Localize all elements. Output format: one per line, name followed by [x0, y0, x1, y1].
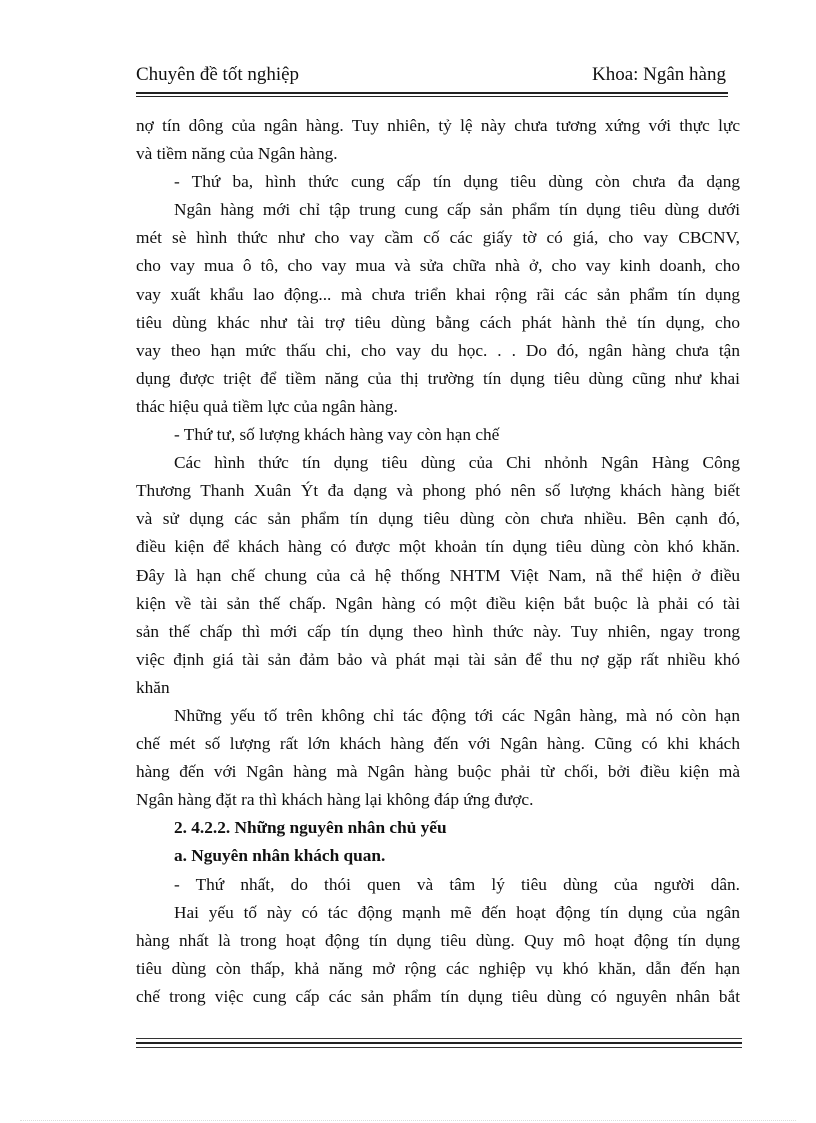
text-line: Những yếu tố trên không chỉ tác động tới các Ngân hàng, mà nó còn hạn [174, 705, 740, 725]
text-line: chế mét số lượng rất lớn khách hàng đến với Ngân hàng. Cũng có khi khách [136, 734, 740, 754]
list-item-fourth: - Thứ tư, số lượng khách hàng vay còn hạn chế [174, 425, 500, 445]
text-line: chế trong việc cung cấp các sản phẩm tín dụng tiêu dùng có nguyên nhân bắt [136, 986, 740, 1006]
text-line: sản thế chấp thì mới cấp tín dụng theo hình thức này. Tuy nhiên, ngay trong [136, 621, 740, 641]
text-line: tiêu dùng còn thấp, khả năng mở rộng các nghiệp vụ khó khăn, dẫn đến hạn [136, 958, 740, 978]
text-line: Ngân hàng đặt ra thì khách hàng lại không đáp ứng được. [136, 790, 534, 810]
list-item-first: - Thứ nhất, do thói quen và tâm lý tiêu dùng của người dân. [174, 874, 740, 894]
footer-divider-middle [136, 1042, 742, 1044]
text-line: vay xuất khẩu lao động... mà chưa triển khai rộng rãi các sản phẩm tín dụng [136, 284, 740, 304]
text-line: và sử dụng các sản phẩm tín dụng tiêu dùng còn chưa nhiều. Bên cạnh đó, [136, 509, 740, 529]
header-document-type: Chuyên đề tốt nghiệp [136, 64, 300, 85]
text-line: khăn [136, 677, 170, 697]
text-line: Hai yếu tố này có tác động mạnh mẽ đến hoạt động tín dụng của ngân [174, 902, 740, 922]
text-line: và tiềm năng của Ngân hàng. [136, 144, 338, 164]
text-line: Thương Thanh Xuân Ýt đa dạng và phong phó nên số lượng khách hàng biết [136, 481, 740, 501]
page-edge-dots [20, 1120, 796, 1121]
text-line: thác hiệu quả tiềm lực của ngân hàng. [136, 396, 398, 416]
text-line: nợ tín dông của ngân hàng. Tuy nhiên, tỷ lệ này chưa tương xứng với thực lực [136, 116, 740, 135]
text-line: vay theo hạn mức thấu chi, cho vay du học. . . Do đó, ngân hàng chưa tận [136, 340, 740, 360]
document-body [136, 112, 740, 1011]
page-header [136, 62, 728, 92]
text-line: tiêu dùng khác như tài trợ tiêu dùng bằng cách phát hành thẻ tín dụng, cho [136, 312, 740, 332]
text-line: Ngân hàng mới chỉ tập trung cung cấp sản phẩm tín dụng tiêu dùng dưới [174, 200, 740, 220]
footer-divider-top [136, 1038, 742, 1039]
subsection-heading: a. Nguyên nhân khách quan. [174, 846, 386, 866]
section-heading: 2. 4.2.2. Những nguyên nhân chủ yếu [174, 818, 447, 838]
text-line: việc định giá tài sản đảm bảo và phát mại tài sản để thu nợ gặp rất nhiều khó [136, 649, 740, 669]
list-item-third: - Thứ ba, hình thức cung cấp tín dụng tiêu dùng còn chưa đa dạng [174, 172, 740, 192]
header-divider-thick [136, 92, 728, 94]
text-line: hàng đến với Ngân hàng mà Ngân hàng buộc phải từ chối, bởi điều kiện mà [136, 762, 740, 782]
text-line: điều kiện để khách hàng có được một khoản tín dụng tiêu dùng còn khó khăn. [136, 537, 740, 557]
text-line: Đây là hạn chế chung của cả hệ thống NHTM Việt Nam, nã thể hiện ở điều [136, 565, 740, 585]
footer-divider-bottom [136, 1047, 742, 1048]
text-line: dụng được triệt để tiềm năng của thị trường tín dụng tiêu dùng cũng như khai [136, 368, 740, 388]
text-line: Các hình thức tín dụng tiêu dùng của Chi nhỏnh Ngân Hàng Công [174, 453, 740, 473]
text-line: kiện về tài sản thế chấp. Ngân hàng có một điều kiện bắt buộc là phải có tài [136, 593, 740, 613]
text-line: mét sè hình thức như cho vay cầm cố các giấy tờ có giá, cho vay CBCNV, [136, 228, 740, 248]
text-line: hàng nhất là trong hoạt động tín dụng tiêu dùng. Quy mô hoạt động tín dụng [136, 930, 740, 950]
text-line: cho vay mua ô tô, cho vay mua và sửa chữa nhà ở, cho vay kinh doanh, cho [136, 256, 740, 276]
header-faculty: Khoa: Ngân hàng [591, 64, 726, 85]
header-divider-thin [136, 96, 728, 97]
